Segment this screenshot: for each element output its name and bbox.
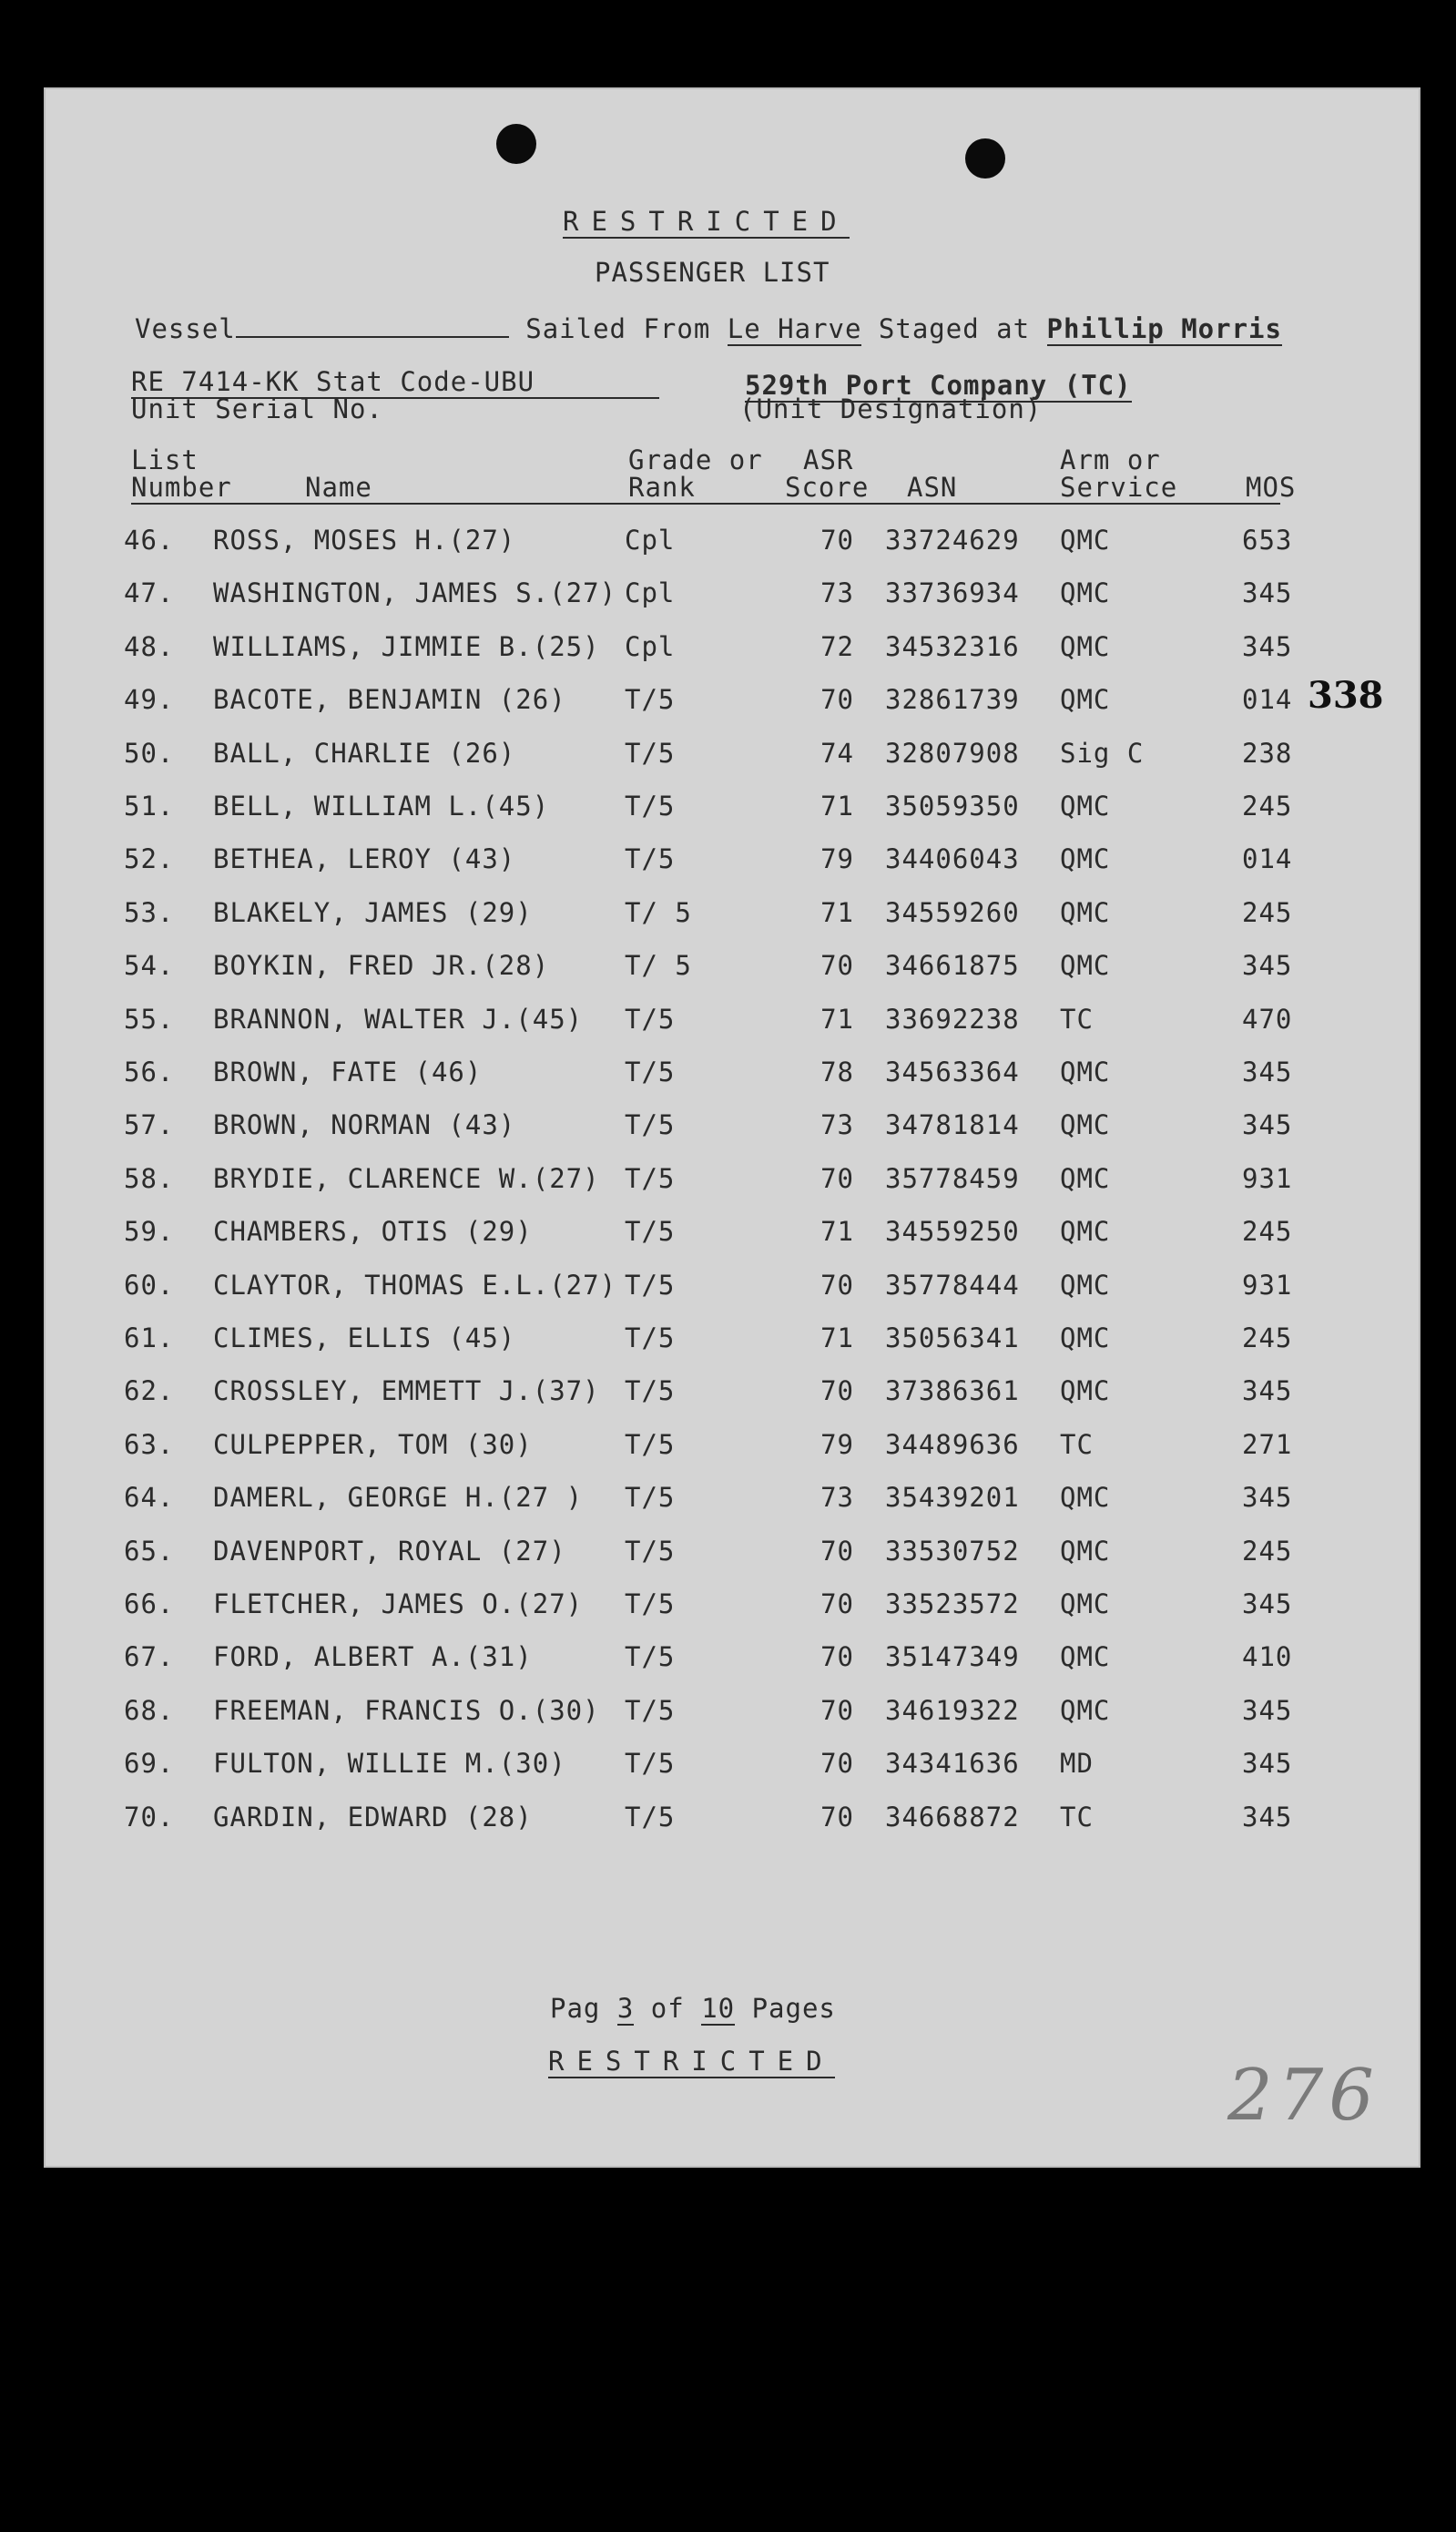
name-cell: DAVENPORT, ROYAL (27)	[213, 1535, 566, 1567]
asr-score-cell: 70	[820, 1535, 854, 1567]
mos-cell: 014	[1242, 843, 1293, 875]
name-cell: FREEMAN, FRANCIS O.(30)	[213, 1694, 600, 1726]
col-arm-line1: Arm or	[1060, 444, 1161, 475]
name-cell: BROWN, FATE (46)	[213, 1057, 483, 1087]
table-row	[44, 525, 1420, 577]
asn-cell: 34559250	[885, 1216, 1020, 1248]
unit-designation-value: 529th Port Company (TC)	[745, 370, 1132, 401]
grade-cell: T/5	[625, 1428, 676, 1460]
asr-score-cell: 70	[820, 684, 854, 716]
arm-service-cell: QMC	[1060, 1322, 1111, 1353]
sailed-from-value: Le Harve	[727, 313, 862, 344]
table-row	[44, 1216, 1420, 1269]
table-row	[44, 738, 1420, 791]
table-row	[44, 1802, 1420, 1854]
grade-cell: Cpl	[625, 630, 676, 662]
arm-service-cell: QMC	[1060, 950, 1111, 982]
mos-cell: 245	[1242, 1535, 1293, 1567]
name-cell: BELL, WILLIAM L.(45)	[213, 791, 550, 822]
vessel-line	[135, 313, 1282, 344]
col-list-number-line1: List	[131, 444, 199, 475]
asn-cell: 34619322	[885, 1694, 1020, 1726]
list-number-cell: 52.	[124, 843, 175, 875]
arm-service-cell: QMC	[1060, 1535, 1111, 1567]
asn-cell: 33724629	[885, 525, 1020, 556]
asr-score-cell: 70	[820, 1694, 854, 1726]
list-number-cell: 69.	[124, 1748, 175, 1780]
name-cell: DAMERL, GEORGE H.(27 )	[213, 1482, 584, 1514]
handwritten-number: 276	[1227, 2055, 1380, 2137]
mos-cell: 345	[1242, 1801, 1293, 1833]
mos-cell: 345	[1242, 950, 1293, 982]
asn-cell: 37386361	[885, 1375, 1020, 1407]
arm-service-cell: QMC	[1060, 896, 1111, 928]
table-row	[44, 897, 1420, 950]
grade-cell: T/5	[625, 1216, 676, 1248]
table-row	[44, 1163, 1420, 1216]
name-cell: BACOTE, BENJAMIN (26)	[213, 684, 566, 716]
unit-designation-label: (Unit Designation)	[739, 393, 1043, 424]
mos-cell: 653	[1242, 525, 1293, 556]
list-number-cell: 46.	[124, 525, 175, 556]
unit-serial-value: RE 7414-KK Stat Code-UBU	[131, 366, 659, 399]
mos-cell: 410	[1242, 1641, 1293, 1673]
col-grade-line2: Rank	[628, 472, 696, 503]
document-page	[44, 87, 1420, 2168]
mos-cell: 238	[1242, 737, 1293, 769]
list-number-cell: 61.	[124, 1322, 175, 1353]
list-number-cell: 58.	[124, 1162, 175, 1194]
arm-service-cell: QMC	[1060, 1588, 1111, 1619]
asr-score-cell: 70	[820, 1269, 854, 1301]
restricted-heading: RESTRICTED	[563, 206, 850, 237]
staged-at-value: Phillip Morris	[1046, 313, 1282, 344]
arm-service-cell: QMC	[1060, 1269, 1111, 1301]
arm-service-cell: QMC	[1060, 843, 1111, 875]
grade-cell: T/ 5	[625, 896, 692, 928]
mos-cell: 245	[1242, 791, 1293, 822]
mos-cell: 345	[1242, 1748, 1293, 1780]
name-cell: BRANNON, WALTER J.(45)	[213, 1003, 584, 1035]
name-cell: WASHINGTON, JAMES S.(27)	[213, 577, 617, 609]
grade-cell: T/5	[625, 1694, 676, 1726]
asr-score-cell: 70	[820, 1748, 854, 1780]
list-number-cell: 62.	[124, 1375, 175, 1407]
table-row	[44, 950, 1420, 1003]
arm-service-cell: QMC	[1060, 684, 1111, 716]
col-name: Name	[305, 472, 372, 503]
table-row	[44, 631, 1420, 684]
grade-cell: T/5	[625, 1109, 676, 1141]
grade-cell: T/5	[625, 1482, 676, 1514]
grade-cell: T/5	[625, 1375, 676, 1407]
grade-cell: T/5	[625, 1322, 676, 1353]
arm-service-cell: QMC	[1060, 630, 1111, 662]
grade-cell: T/5	[625, 1801, 676, 1833]
grade-cell: T/5	[625, 684, 676, 716]
arm-service-cell: QMC	[1060, 1694, 1111, 1726]
table-row	[44, 1057, 1420, 1109]
mos-cell: 345	[1242, 630, 1293, 662]
name-cell: FULTON, WILLIE M.(30)	[213, 1748, 566, 1780]
name-cell: CLIMES, ELLIS (45)	[213, 1322, 516, 1353]
asn-cell: 35778444	[885, 1269, 1020, 1301]
asr-score-cell: 78	[820, 1057, 854, 1087]
asr-score-cell: 71	[820, 1322, 854, 1353]
page-prefix: Pag	[550, 1993, 601, 2024]
asn-cell: 34661875	[885, 950, 1020, 982]
col-asr-line1: ASR	[803, 444, 854, 475]
asr-score-cell: 73	[820, 577, 854, 609]
name-cell: BROWN, NORMAN (43)	[213, 1109, 516, 1141]
list-number-cell: 68.	[124, 1694, 175, 1726]
table-row	[44, 1004, 1420, 1057]
arm-service-cell: Sig C	[1060, 737, 1145, 769]
mos-cell: 245	[1242, 1216, 1293, 1248]
page-current: 3	[616, 1993, 635, 2024]
mos-cell: 345	[1242, 577, 1293, 609]
list-number-cell: 57.	[124, 1109, 175, 1141]
table-row	[44, 1482, 1420, 1535]
asr-score-cell: 71	[820, 791, 854, 822]
asn-cell: 34341636	[885, 1748, 1020, 1780]
asr-score-cell: 70	[820, 1162, 854, 1194]
asn-cell: 34489636	[885, 1428, 1020, 1460]
name-cell: BLAKELY, JAMES (29)	[213, 896, 533, 928]
asr-score-cell: 70	[820, 1641, 854, 1673]
table-row	[44, 791, 1420, 843]
vessel-label: Vessel	[135, 313, 236, 344]
asr-score-cell: 73	[820, 1482, 854, 1514]
page-indicator	[550, 1993, 836, 2024]
grade-cell: T/5	[625, 737, 676, 769]
arm-service-cell: QMC	[1060, 791, 1111, 822]
grade-cell: Cpl	[625, 577, 676, 609]
asr-score-cell: 74	[820, 737, 854, 769]
asn-cell: 35059350	[885, 791, 1020, 822]
col-list-number-line2: Number	[131, 472, 232, 503]
asn-cell: 34406043	[885, 843, 1020, 875]
list-number-cell: 47.	[124, 577, 175, 609]
asr-score-cell: 72	[820, 630, 854, 662]
name-cell: BOYKIN, FRED JR.(28)	[213, 950, 550, 982]
table-row	[44, 1270, 1420, 1322]
sailed-from-label: Sailed From	[525, 313, 711, 344]
list-number-cell: 49.	[124, 684, 175, 716]
punch-hole	[965, 138, 1005, 179]
asn-cell: 34668872	[885, 1801, 1020, 1833]
table-row	[44, 577, 1420, 630]
asn-cell: 34559260	[885, 896, 1020, 928]
list-number-cell: 65.	[124, 1535, 175, 1567]
table-row	[44, 1375, 1420, 1428]
name-cell: BRYDIE, CLARENCE W.(27)	[213, 1162, 600, 1194]
asn-cell: 32861739	[885, 684, 1020, 716]
mos-cell: 245	[1242, 896, 1293, 928]
name-cell: WILLIAMS, JIMMIE B.(25)	[213, 630, 600, 662]
grade-cell: T/5	[625, 1641, 676, 1673]
list-number-cell: 66.	[124, 1588, 175, 1619]
vessel-blank	[236, 318, 509, 338]
list-number-cell: 54.	[124, 950, 175, 982]
restricted-footer: RESTRICTED	[548, 2046, 835, 2077]
grade-cell: T/5	[625, 1535, 676, 1567]
grade-cell: T/5	[625, 1269, 676, 1301]
arm-service-cell: QMC	[1060, 525, 1111, 556]
mos-cell: 470	[1242, 1003, 1293, 1035]
asn-cell: 34532316	[885, 630, 1020, 662]
asr-score-cell: 70	[820, 1588, 854, 1619]
table-row	[44, 843, 1420, 896]
arm-service-cell: QMC	[1060, 1162, 1111, 1194]
name-cell: CHAMBERS, OTIS (29)	[213, 1216, 533, 1248]
mos-cell: 931	[1242, 1269, 1293, 1301]
col-grade-line1: Grade or	[628, 444, 763, 475]
table-row	[44, 1322, 1420, 1375]
asn-cell: 34781814	[885, 1109, 1020, 1141]
asr-score-cell: 70	[820, 950, 854, 982]
table-row	[44, 1536, 1420, 1588]
asn-cell: 35056341	[885, 1322, 1020, 1353]
grade-cell: T/5	[625, 1003, 676, 1035]
col-asr-line2: Score	[785, 472, 870, 503]
document-title: PASSENGER LIST	[595, 257, 830, 288]
mos-cell: 931	[1242, 1162, 1293, 1194]
asn-cell: 33736934	[885, 577, 1020, 609]
col-mos: MOS	[1246, 472, 1297, 503]
table-row	[44, 1641, 1420, 1694]
grade-cell: T/5	[625, 843, 676, 875]
staged-at-label: Staged at	[878, 313, 1031, 344]
list-number-cell: 63.	[124, 1428, 175, 1460]
unit-serial-label: Unit Serial No.	[131, 393, 383, 424]
asr-score-cell: 79	[820, 843, 854, 875]
arm-service-cell: TC	[1060, 1428, 1094, 1460]
stamped-number: 338	[1308, 674, 1384, 717]
asn-cell: 33523572	[885, 1588, 1020, 1619]
table-row	[44, 1588, 1420, 1641]
list-number-cell: 59.	[124, 1216, 175, 1248]
mos-cell: 345	[1242, 1694, 1293, 1726]
list-number-cell: 55.	[124, 1003, 175, 1035]
asn-cell: 32807908	[885, 737, 1020, 769]
list-number-cell: 56.	[124, 1057, 175, 1087]
grade-cell: T/5	[625, 1057, 676, 1087]
name-cell: FLETCHER, JAMES O.(27)	[213, 1588, 584, 1619]
list-number-cell: 48.	[124, 630, 175, 662]
table-row	[44, 1695, 1420, 1748]
asn-cell: 35439201	[885, 1482, 1020, 1514]
asr-score-cell: 73	[820, 1109, 854, 1141]
name-cell: CROSSLEY, EMMETT J.(37)	[213, 1375, 600, 1407]
col-arm-line2: Service	[1060, 472, 1178, 503]
list-number-cell: 64.	[124, 1482, 175, 1514]
grade-cell: T/5	[625, 1162, 676, 1194]
arm-service-cell: TC	[1060, 1801, 1094, 1833]
asn-cell: 33530752	[885, 1535, 1020, 1567]
asn-cell: 34563364	[885, 1057, 1020, 1087]
table-row	[44, 684, 1420, 737]
table-row	[44, 1109, 1420, 1162]
name-cell: GARDIN, EDWARD (28)	[213, 1801, 533, 1833]
list-number-cell: 70.	[124, 1801, 175, 1833]
arm-service-cell: QMC	[1060, 1482, 1111, 1514]
list-number-cell: 67.	[124, 1641, 175, 1673]
asr-score-cell: 71	[820, 1003, 854, 1035]
mos-cell: 245	[1242, 1322, 1293, 1353]
arm-service-cell: QMC	[1060, 577, 1111, 609]
arm-service-cell: QMC	[1060, 1057, 1111, 1087]
arm-service-cell: QMC	[1060, 1375, 1111, 1407]
asn-cell: 35147349	[885, 1641, 1020, 1673]
mos-cell: 345	[1242, 1109, 1293, 1141]
mos-cell: 271	[1242, 1428, 1293, 1460]
asr-score-cell: 70	[820, 1801, 854, 1833]
punch-hole	[496, 124, 536, 164]
table-row	[44, 1429, 1420, 1482]
grade-cell: T/5	[625, 1748, 676, 1780]
name-cell: BALL, CHARLIE (26)	[213, 737, 516, 769]
name-cell: CLAYTOR, THOMAS E.L.(27)	[213, 1269, 617, 1301]
mos-cell: 014	[1242, 684, 1293, 716]
arm-service-cell: QMC	[1060, 1109, 1111, 1141]
list-number-cell: 51.	[124, 791, 175, 822]
asr-score-cell: 70	[820, 525, 854, 556]
list-number-cell: 53.	[124, 896, 175, 928]
grade-cell: T/ 5	[625, 950, 692, 982]
list-number-cell: 60.	[124, 1269, 175, 1301]
name-cell: FORD, ALBERT A.(31)	[213, 1641, 533, 1673]
page-of: of	[650, 1993, 685, 2024]
table-row	[44, 1748, 1420, 1801]
mos-cell: 345	[1242, 1588, 1293, 1619]
arm-service-cell: QMC	[1060, 1641, 1111, 1673]
name-cell: CULPEPPER, TOM (30)	[213, 1428, 533, 1460]
asr-score-cell: 79	[820, 1428, 854, 1460]
asr-score-cell: 70	[820, 1375, 854, 1407]
mos-cell: 345	[1242, 1057, 1293, 1087]
grade-cell: T/5	[625, 791, 676, 822]
asn-cell: 35778459	[885, 1162, 1020, 1194]
asr-score-cell: 71	[820, 896, 854, 928]
page-suffix: Pages	[751, 1993, 836, 2024]
page-total: 10	[701, 1993, 736, 2024]
mos-cell: 345	[1242, 1375, 1293, 1407]
grade-cell: Cpl	[625, 525, 676, 556]
col-asn: ASN	[907, 472, 958, 503]
arm-service-cell: MD	[1060, 1748, 1094, 1780]
arm-service-cell: QMC	[1060, 1216, 1111, 1248]
arm-service-cell: TC	[1060, 1003, 1094, 1035]
asn-cell: 33692238	[885, 1003, 1020, 1035]
grade-cell: T/5	[625, 1588, 676, 1619]
name-cell: BETHEA, LEROY (43)	[213, 843, 516, 875]
asr-score-cell: 71	[820, 1216, 854, 1248]
name-cell: ROSS, MOSES H.(27)	[213, 525, 516, 556]
list-number-cell: 50.	[124, 737, 175, 769]
mos-cell: 345	[1242, 1482, 1293, 1514]
